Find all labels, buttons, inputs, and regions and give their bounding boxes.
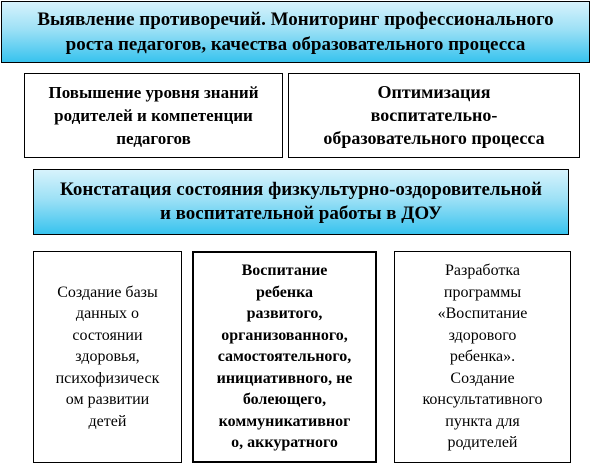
goal-text-knowledge: Повышение уровня знаний родителей и компетенции педагогов	[48, 83, 259, 148]
column-box-upbringing	[192, 251, 377, 463]
goal-box-optimization	[288, 73, 580, 158]
goal-box-knowledge	[24, 73, 283, 158]
statement-text: Констатация состояния физкультурно-оздоровительной и воспитательной работы в ДОУ	[60, 179, 542, 224]
column-box-database	[33, 251, 182, 463]
header-box	[1, 1, 590, 63]
goal-text-optimization: Оптимизация воспитательно- образовательного процесса	[323, 82, 545, 148]
column-text-program: Разработка программы «Воспитание здорового ребенка». Создание консультативного пункта для родителей	[422, 262, 543, 452]
column-box-program	[394, 251, 571, 463]
header-text: Выявление противоречий. Мониторинг профессионального роста педагогов, качества образовательного процесса	[37, 9, 554, 55]
statement-box	[33, 169, 569, 235]
column-text-database: Создание базы данных о состоянии здоровья, психофизическ ом развитии детей	[55, 283, 160, 430]
column-text-upbringing: Воспитание ребенка развитого, организованного, самостоятельного, инициативного, не болеющего, коммуникативног о, аккуратного	[216, 262, 353, 452]
